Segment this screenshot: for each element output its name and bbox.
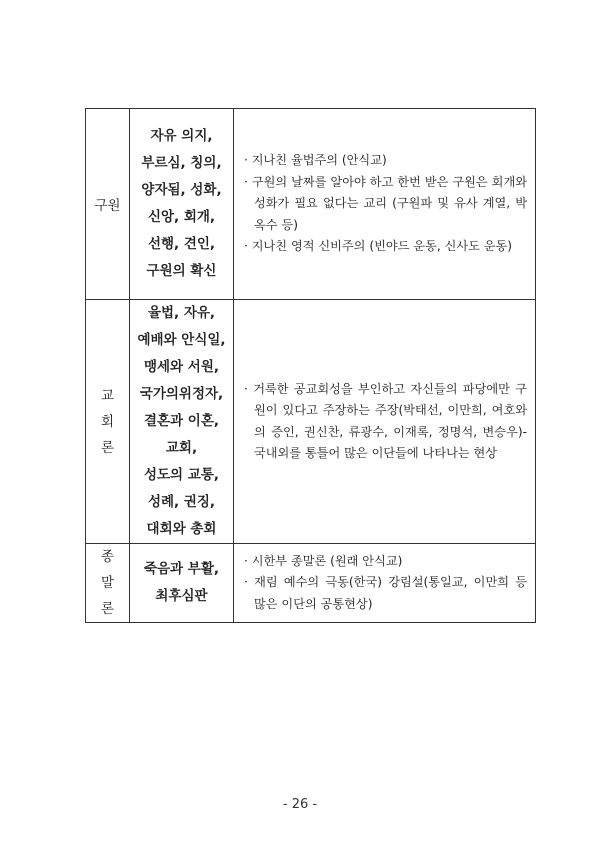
description-cell [234, 109, 536, 300]
bullet-item: · 재림 예수의 극동(한국) 강림설(통일교, 이만희 등 많은 이단의 공통현상) [244, 575, 527, 611]
table-row-ecclesiology [86, 300, 536, 544]
category-cell [86, 300, 130, 544]
topic-item: 자유 의지, [150, 128, 213, 144]
bullet-item: · 지나친 영적 신비주의 (빈야드 운동, 신사도 운동) [244, 239, 513, 254]
description-cell [234, 544, 536, 623]
topic-item: 성도의 교통, [143, 467, 220, 483]
topics-cell [130, 544, 234, 623]
topic-item: 예배와 안식일, [137, 332, 226, 348]
topic-item: 맹세와 서원, [143, 359, 220, 375]
topic-item: 결혼과 이혼, [143, 413, 220, 429]
table-row-eschatology [86, 544, 536, 623]
topic-item: 대회와 총회 [146, 521, 217, 537]
topic-item: 성례, 권징, [147, 494, 216, 510]
topics-cell [130, 109, 234, 300]
bullet-item: · 시한부 종말론 (원래 안식교) [244, 553, 403, 568]
topic-item: 신앙, 회개, [147, 209, 216, 225]
bullet-item: · 거룩한 공교회성을 부인하고 자신들의 파당에만 구원이 있다고 주장하는 주장(박태선, 이만희, 여호와의 증인, 권신찬, 류광수, 이재록, 정명석, 변승우)- 국내외를 통틀어 많은 이단들에 나타나는 현상 [244, 381, 527, 460]
category-char: 론 [100, 439, 115, 456]
topic-item: 양자됨, 성화, [141, 182, 222, 198]
page-number: - 26 - [282, 797, 318, 812]
category-char: 종 [100, 549, 115, 565]
category-char: 론 [100, 601, 115, 617]
category-cell [86, 109, 130, 300]
topic-item: 교회, [165, 440, 198, 456]
category-char: 교 [100, 387, 115, 404]
bullet-item: · 지나친 율법주의 (안식교) [244, 153, 387, 168]
doctrine-table [85, 108, 536, 623]
bullet-item: · 구원의 날짜를 알아야 하고 한번 받은 구원은 회개와 성화가 필요 없다는 교리 (구원파 및 유사 계열, 박옥수 등) [244, 174, 527, 232]
topic-item: 죽음과 부활, [143, 561, 220, 577]
category-char: 말 [100, 575, 115, 591]
topic-item: 구원의 확신 [146, 263, 217, 279]
description-cell [234, 300, 536, 544]
topics-cell [130, 300, 234, 544]
topic-item: 최후심판 [155, 588, 208, 604]
table-row-salvation [86, 109, 536, 300]
topic-item: 국가의위정자, [139, 386, 224, 402]
topic-item: 율법, 자유, [147, 305, 216, 321]
category-char: 회 [100, 413, 115, 430]
topic-item: 선행, 견인, [147, 236, 216, 252]
topic-item: 부르심, 칭의, [141, 155, 222, 171]
category-cell [86, 544, 130, 623]
category-label: 구원 [94, 198, 121, 214]
